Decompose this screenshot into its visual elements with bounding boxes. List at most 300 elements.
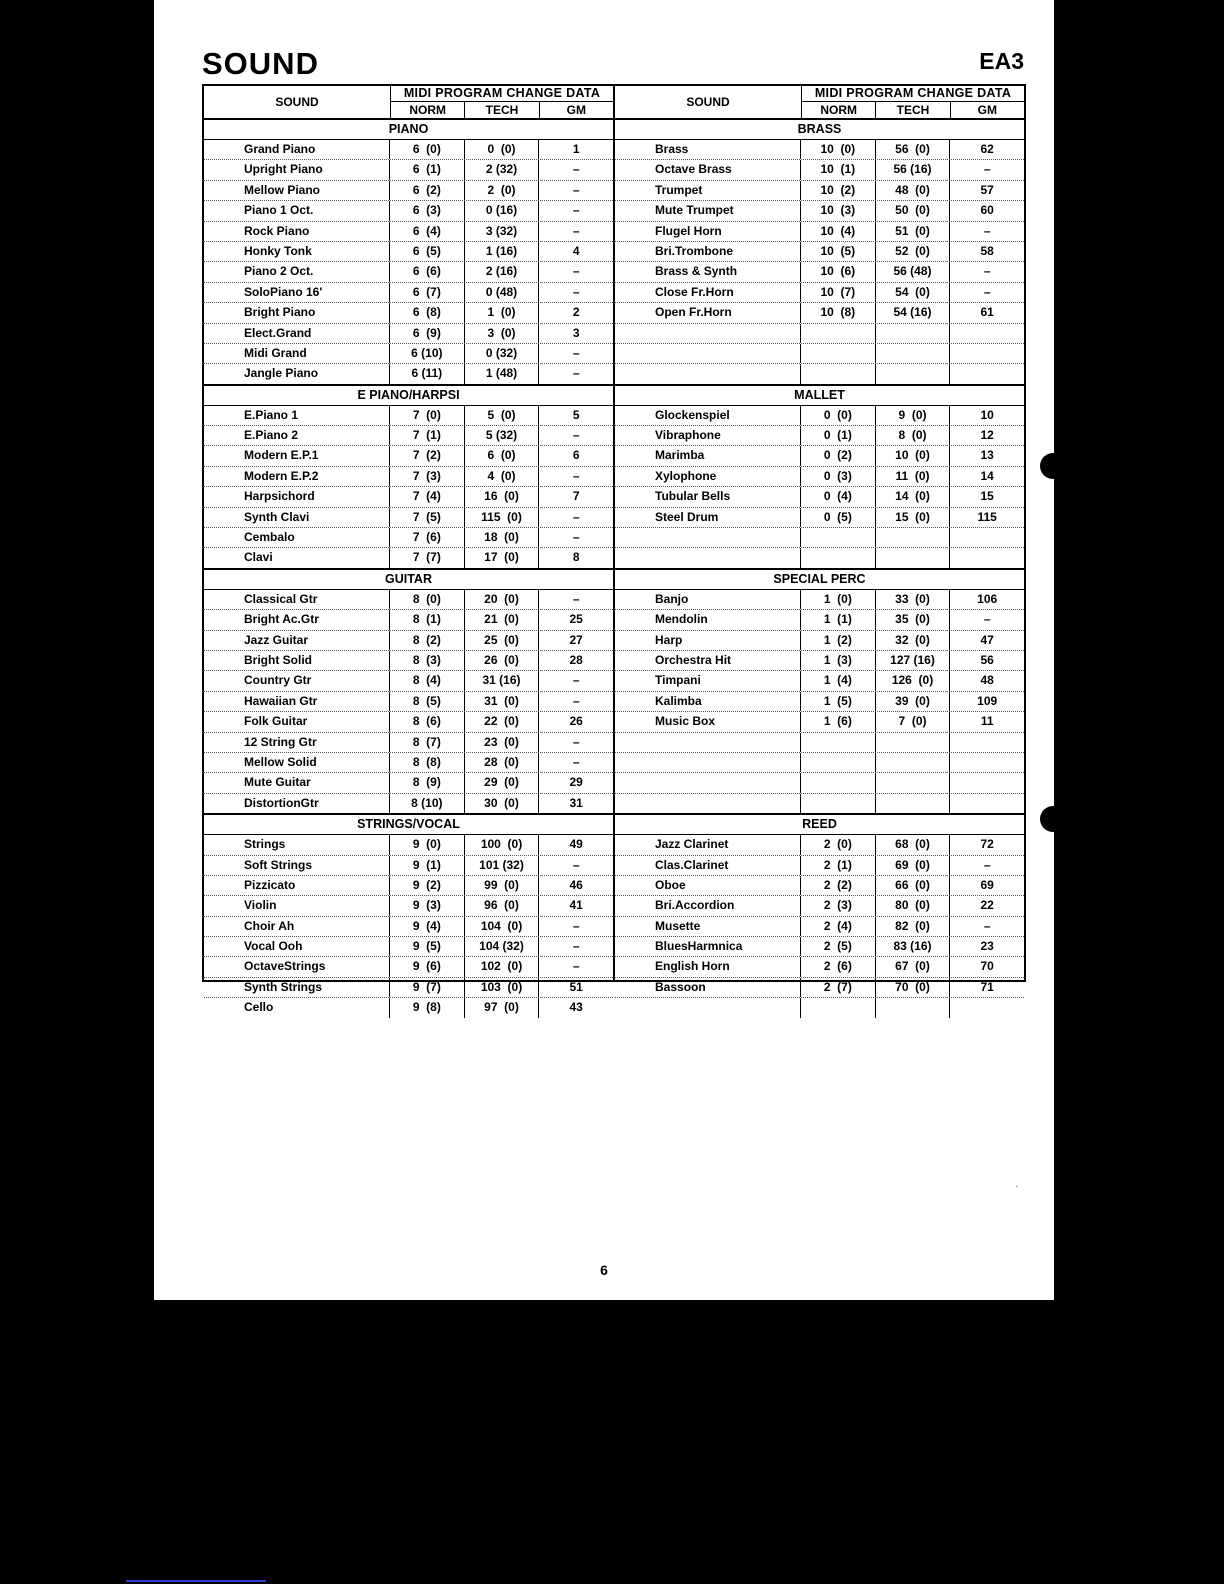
table-row <box>204 957 613 977</box>
table-row <box>204 998 613 1017</box>
table-row <box>204 324 613 344</box>
norm-value: 0 (0) <box>823 407 852 422</box>
sound-header: SOUND <box>615 86 802 118</box>
sound-name <box>615 364 801 383</box>
model-label: EA3 <box>979 48 1024 74</box>
norm-value: 9 (2) <box>412 877 441 892</box>
norm-value: 1 (2) <box>823 632 852 647</box>
table-row <box>204 364 613 383</box>
section-title: E PIANO/HARPSI <box>204 386 613 406</box>
sound-name <box>615 528 801 547</box>
gm-value: – <box>538 222 613 241</box>
tech-value <box>875 324 950 343</box>
table-row <box>204 181 613 201</box>
tech-value: 54 (16) <box>875 303 950 322</box>
sound-name: Strings <box>204 835 390 854</box>
sound-name: Harp <box>615 631 801 650</box>
sound-name: Jangle Piano <box>204 364 390 383</box>
gm-value <box>949 548 1024 567</box>
norm-value: 9 (4) <box>412 918 441 933</box>
gm-value: 70 <box>949 957 1024 976</box>
sound-name: Country Gtr <box>204 671 390 690</box>
sound-name: Trumpet <box>615 181 801 200</box>
tech-value: 52 (0) <box>875 242 950 261</box>
norm-value: 7 (0) <box>412 407 441 422</box>
gm-value: – <box>949 610 1024 629</box>
table-row <box>615 998 1024 1017</box>
table-row <box>204 835 613 855</box>
section-title: STRINGS/VOCAL <box>204 815 613 835</box>
tech-value: 20 (0) <box>464 590 539 609</box>
table-row <box>615 753 1024 773</box>
tech-value: 26 (0) <box>464 651 539 670</box>
gm-value: 27 <box>538 631 613 650</box>
gm-value <box>949 528 1024 547</box>
table-row <box>204 773 613 793</box>
norm-value: 6 (5) <box>412 243 441 258</box>
sound-name: Marimba <box>615 446 801 465</box>
norm-value <box>801 773 875 792</box>
norm-value: 8 (8) <box>412 754 441 769</box>
tech-value: 100 (0) <box>464 835 539 854</box>
gm-value: 23 <box>949 937 1024 956</box>
tech-value <box>875 344 950 363</box>
gm-value: 12 <box>949 426 1024 445</box>
sound-name: Oboe <box>615 876 801 895</box>
section-reed <box>615 815 1024 1018</box>
left-column <box>204 86 615 1015</box>
gm-value: 13 <box>949 446 1024 465</box>
tech-value: 0 (48) <box>464 283 539 302</box>
table-row <box>615 508 1024 528</box>
norm-value: 2 (0) <box>823 837 852 852</box>
gm-value: – <box>538 262 613 281</box>
gm-value: – <box>538 528 613 547</box>
norm-value: 10 (2) <box>820 182 856 197</box>
sound-name: Bright Ac.Gtr <box>204 610 390 629</box>
tech-value: 10 (0) <box>875 446 950 465</box>
tech-value: 28 (0) <box>464 753 539 772</box>
tech-value: 17 (0) <box>464 548 539 567</box>
tech-value: 82 (0) <box>875 917 950 936</box>
sound-name: English Horn <box>615 957 801 976</box>
sound-name: Timpani <box>615 671 801 690</box>
tech-value: 5 (32) <box>464 426 539 445</box>
section-piano <box>204 120 613 386</box>
norm-value <box>801 528 875 547</box>
norm-value: 9 (7) <box>412 979 441 994</box>
tech-value: 67 (0) <box>875 957 950 976</box>
sound-name: Mendolin <box>615 610 801 629</box>
gm-value: 26 <box>538 712 613 731</box>
sound-name <box>615 344 801 363</box>
tech-value: 32 (0) <box>875 631 950 650</box>
table-row <box>204 917 613 937</box>
sound-name: Folk Guitar <box>204 712 390 731</box>
tech-value: 127 (16) <box>875 651 950 670</box>
tech-value: 68 (0) <box>875 835 950 854</box>
norm-value: 6 (11) <box>411 366 443 381</box>
norm-value <box>801 753 875 772</box>
sound-name: Choir Ah <box>204 917 390 936</box>
sound-name: Violin <box>204 896 390 915</box>
table-row <box>615 937 1024 957</box>
table-row <box>615 201 1024 221</box>
tech-value: 115 (0) <box>464 508 539 527</box>
sound-name: Grand Piano <box>204 140 390 159</box>
gm-value: 1 <box>538 140 613 159</box>
section-e-piano-harpsi <box>204 386 613 570</box>
sound-name: Open Fr.Horn <box>615 303 801 322</box>
tech-value: 126 (0) <box>875 671 950 690</box>
gm-value: – <box>538 917 613 936</box>
gm-value: 69 <box>949 876 1024 895</box>
gm-value: – <box>538 856 613 875</box>
norm-value: 2 (6) <box>823 959 852 974</box>
sound-name: OctaveStrings <box>204 957 390 976</box>
gm-header: GM <box>950 102 1024 118</box>
table-row <box>204 856 613 876</box>
tech-value: 69 (0) <box>875 856 950 875</box>
table-row <box>204 344 613 364</box>
sound-name: Hawaiian Gtr <box>204 692 390 711</box>
sound-name: Synth Strings <box>204 978 390 997</box>
tech-value: 2 (0) <box>464 181 539 200</box>
norm-value: 7 (2) <box>412 448 441 463</box>
norm-value <box>801 364 875 383</box>
gm-value: – <box>949 283 1024 302</box>
sound-name: E.Piano 2 <box>204 426 390 445</box>
section-title: BRASS <box>615 120 1024 140</box>
tech-header: TECH <box>464 102 538 118</box>
norm-value: 9 (3) <box>412 898 441 913</box>
gm-value: 6 <box>538 446 613 465</box>
norm-value: 8 (5) <box>412 693 441 708</box>
norm-header: NORM <box>409 103 446 117</box>
norm-value: 6 (1) <box>412 162 441 177</box>
gm-value: 56 <box>949 651 1024 670</box>
tech-value: 56 (0) <box>875 140 950 159</box>
table-row <box>615 733 1024 753</box>
table-row <box>204 508 613 528</box>
sound-name: Bright Solid <box>204 651 390 670</box>
norm-value: 2 (4) <box>823 918 852 933</box>
tech-value: 18 (0) <box>464 528 539 547</box>
gm-value: – <box>949 856 1024 875</box>
table-row <box>204 283 613 303</box>
table-row <box>204 896 613 916</box>
tech-value: 3 (0) <box>464 324 539 343</box>
table-header <box>615 86 1024 120</box>
gm-value: – <box>538 733 613 752</box>
norm-value: 7 (1) <box>412 428 441 443</box>
table-row <box>204 303 613 323</box>
norm-value: 0 (3) <box>823 468 852 483</box>
norm-value: 2 (2) <box>823 877 852 892</box>
norm-value: 8 (1) <box>412 612 441 627</box>
table-header <box>204 86 613 120</box>
table-row <box>204 528 613 548</box>
sound-name: Modern E.P.2 <box>204 467 390 486</box>
sound-name: Bassoon <box>615 978 801 997</box>
tech-value: 23 (0) <box>464 733 539 752</box>
norm-value: 10 (1) <box>820 162 856 177</box>
norm-value: 2 (1) <box>823 857 852 872</box>
page-title: SOUND <box>202 46 319 81</box>
gm-value: 58 <box>949 242 1024 261</box>
tech-value: 3 (32) <box>464 222 539 241</box>
norm-value: 8 (3) <box>412 652 441 667</box>
tech-value: 5 (0) <box>464 406 539 425</box>
table-row <box>615 528 1024 548</box>
norm-value: 9 (5) <box>412 939 441 954</box>
gm-value: 62 <box>949 140 1024 159</box>
tech-value <box>875 548 950 567</box>
table-row <box>204 651 613 671</box>
sound-name: Mute Trumpet <box>615 201 801 220</box>
norm-value <box>801 324 875 343</box>
gm-header: GM <box>539 102 613 118</box>
sound-name: Mellow Piano <box>204 181 390 200</box>
tech-value: 8 (0) <box>875 426 950 445</box>
table-row <box>615 957 1024 977</box>
gm-value <box>949 998 1024 1017</box>
table-row <box>615 856 1024 876</box>
table-row <box>204 201 613 221</box>
table-row <box>615 344 1024 364</box>
table-row <box>615 262 1024 282</box>
section-title: PIANO <box>204 120 613 140</box>
sound-name: Brass & Synth <box>615 262 801 281</box>
sound-name: Brass <box>615 140 801 159</box>
table-row <box>615 773 1024 793</box>
norm-value: 9 (0) <box>412 837 441 852</box>
table-row <box>615 631 1024 651</box>
sound-name: Cello <box>204 998 390 1017</box>
norm-value: 1 (0) <box>823 591 852 606</box>
norm-value <box>801 548 875 567</box>
gm-value: – <box>538 344 613 363</box>
table-row <box>204 671 613 691</box>
norm-value: 6 (4) <box>412 223 441 238</box>
sound-name: Music Box <box>615 712 801 731</box>
norm-value <box>801 344 875 363</box>
gm-value: 47 <box>949 631 1024 650</box>
gm-value: 10 <box>949 406 1024 425</box>
table-row <box>204 733 613 753</box>
gm-value: 48 <box>949 671 1024 690</box>
table-row <box>615 160 1024 180</box>
tech-value: 15 (0) <box>875 508 950 527</box>
tech-value: 1 (0) <box>464 303 539 322</box>
gm-value: 5 <box>538 406 613 425</box>
gm-value: 43 <box>538 998 613 1017</box>
sound-name: BluesHarmnica <box>615 937 801 956</box>
sound-name: DistortionGtr <box>204 794 390 813</box>
sound-name: Steel Drum <box>615 508 801 527</box>
tech-value: 103 (0) <box>464 978 539 997</box>
gm-value: 31 <box>538 794 613 813</box>
norm-value: 0 (1) <box>823 428 852 443</box>
table-row <box>204 426 613 446</box>
gm-value <box>949 753 1024 772</box>
norm-value: 2 (3) <box>823 898 852 913</box>
sound-name: Upright Piano <box>204 160 390 179</box>
gm-value: – <box>949 222 1024 241</box>
sound-name: Bright Piano <box>204 303 390 322</box>
table-row <box>204 610 613 630</box>
tech-value: 2 (32) <box>464 160 539 179</box>
table-row <box>204 712 613 732</box>
sound-name: SoloPiano 16' <box>204 283 390 302</box>
norm-value: 1 (5) <box>823 693 852 708</box>
sound-name: E.Piano 1 <box>204 406 390 425</box>
norm-value: 0 (5) <box>823 509 852 524</box>
gm-value: 11 <box>949 712 1024 731</box>
gm-value: 109 <box>949 692 1024 711</box>
sound-name <box>615 998 801 1017</box>
gm-value: 46 <box>538 876 613 895</box>
tech-value: 97 (0) <box>464 998 539 1017</box>
gm-value <box>949 773 1024 792</box>
sound-name: Bri.Accordion <box>615 896 801 915</box>
gm-value <box>949 794 1024 813</box>
midi-header: MIDI PROGRAM CHANGE DATA <box>391 86 613 102</box>
table-row <box>615 876 1024 896</box>
tech-value: 96 (0) <box>464 896 539 915</box>
norm-value: 6 (3) <box>412 203 441 218</box>
norm-value: 8 (2) <box>412 632 441 647</box>
norm-value: 6 (9) <box>412 325 441 340</box>
table-row <box>615 548 1024 567</box>
sound-name: Orchestra Hit <box>615 651 801 670</box>
tech-value: 0 (0) <box>464 140 539 159</box>
sound-name: Soft Strings <box>204 856 390 875</box>
table-row <box>615 671 1024 691</box>
table-row <box>615 406 1024 426</box>
gm-value: 28 <box>538 651 613 670</box>
gm-value: – <box>538 181 613 200</box>
gm-value <box>949 324 1024 343</box>
gm-value: – <box>538 590 613 609</box>
tech-value: 14 (0) <box>875 487 950 506</box>
gm-value: 106 <box>949 590 1024 609</box>
sound-name: Classical Gtr <box>204 590 390 609</box>
gm-value: – <box>538 283 613 302</box>
tech-value: 50 (0) <box>875 201 950 220</box>
section-brass <box>615 120 1024 386</box>
gm-value: 15 <box>949 487 1024 506</box>
tech-value <box>875 528 950 547</box>
gm-value: – <box>538 753 613 772</box>
table-row <box>615 487 1024 507</box>
tech-value: 1 (48) <box>464 364 539 383</box>
table-row <box>615 446 1024 466</box>
sound-name: Glockenspiel <box>615 406 801 425</box>
table-row <box>204 876 613 896</box>
sound-name: Clavi <box>204 548 390 567</box>
norm-value: 6 (0) <box>412 142 441 156</box>
sound-table <box>202 84 1026 1015</box>
document-page <box>154 0 1054 1300</box>
gm-value: – <box>538 467 613 486</box>
table-row <box>204 242 613 262</box>
table-row <box>204 548 613 567</box>
gm-value: – <box>538 671 613 690</box>
table-row <box>204 978 613 998</box>
gm-value: 72 <box>949 835 1024 854</box>
gm-value: – <box>538 201 613 220</box>
gm-value: 60 <box>949 201 1024 220</box>
tech-value: 1 (16) <box>464 242 539 261</box>
tech-value: 2 (16) <box>464 262 539 281</box>
tech-value: 102 (0) <box>464 957 539 976</box>
norm-value: 7 (3) <box>412 468 441 483</box>
table-row <box>204 140 613 160</box>
norm-value: 10 (5) <box>820 243 856 258</box>
norm-value: 10 (6) <box>820 264 856 279</box>
norm-value: 6 (8) <box>412 305 441 320</box>
norm-value <box>801 998 875 1017</box>
norm-value: 8 (0) <box>412 591 441 606</box>
norm-value: 10 (8) <box>820 305 856 320</box>
norm-value: 10 (3) <box>820 203 856 218</box>
table-row <box>204 590 613 610</box>
table-row <box>615 242 1024 262</box>
tech-value: 4 (0) <box>464 467 539 486</box>
tech-value: 30 (0) <box>464 794 539 813</box>
norm-value: 1 (6) <box>823 714 852 729</box>
table-row <box>615 651 1024 671</box>
tech-value: 104 (32) <box>464 937 539 956</box>
tech-value <box>875 753 950 772</box>
table-row <box>615 610 1024 630</box>
sound-name: Synth Clavi <box>204 508 390 527</box>
gm-value: 4 <box>538 242 613 261</box>
gm-value: 22 <box>949 896 1024 915</box>
sound-name: Tubular Bells <box>615 487 801 506</box>
sound-name: Piano 1 Oct. <box>204 201 390 220</box>
tech-value: 31 (16) <box>464 671 539 690</box>
gm-value: – <box>538 160 613 179</box>
norm-value: 10 (7) <box>820 284 856 299</box>
tech-value: 0 (32) <box>464 344 539 363</box>
sound-name: Piano 2 Oct. <box>204 262 390 281</box>
norm-value: 2 (5) <box>823 939 852 954</box>
gm-value: – <box>538 957 613 976</box>
binder-hole <box>1040 453 1066 479</box>
tech-value: 7 (0) <box>875 712 950 731</box>
norm-value: 1 (1) <box>823 612 852 627</box>
gm-value: 3 <box>538 324 613 343</box>
norm-value: 10 (4) <box>820 223 856 238</box>
sound-name: Cembalo <box>204 528 390 547</box>
sound-name: 12 String Gtr <box>204 733 390 752</box>
tech-value: 70 (0) <box>875 978 950 997</box>
sound-name: Mellow Solid <box>204 753 390 772</box>
table-row <box>615 283 1024 303</box>
gm-value: 8 <box>538 548 613 567</box>
sound-name: Vocal Ooh <box>204 937 390 956</box>
sound-name <box>615 548 801 567</box>
tech-value: 0 (16) <box>464 201 539 220</box>
sound-name: Midi Grand <box>204 344 390 363</box>
table-row <box>204 692 613 712</box>
gm-value <box>949 364 1024 383</box>
gm-value: 14 <box>949 467 1024 486</box>
norm-value: 0 (2) <box>823 448 852 463</box>
tech-value: 54 (0) <box>875 283 950 302</box>
